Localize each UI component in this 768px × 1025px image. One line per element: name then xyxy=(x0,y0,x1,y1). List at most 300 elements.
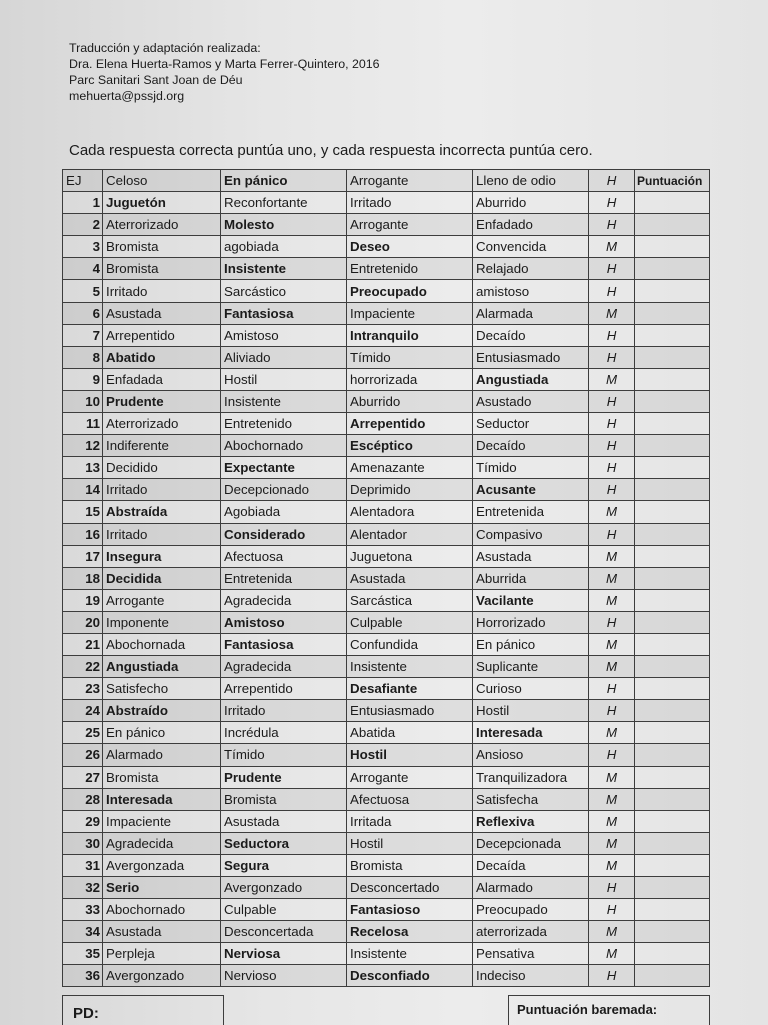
answer-option: Arrogante xyxy=(347,766,473,788)
item-number: 25 xyxy=(63,722,103,744)
sex-marker: H xyxy=(589,258,635,280)
answer-option: Avergonzado xyxy=(221,877,347,899)
score-cell[interactable] xyxy=(635,413,710,435)
sex-marker: M xyxy=(589,368,635,390)
table-header-row xyxy=(63,170,710,192)
table-row xyxy=(63,523,710,545)
answer-option: Afectuosa xyxy=(347,788,473,810)
answer-option: Tímido xyxy=(347,346,473,368)
answer-option: Asustada xyxy=(347,567,473,589)
table-row xyxy=(63,877,710,899)
score-cell[interactable] xyxy=(635,214,710,236)
pd-box[interactable] xyxy=(62,995,224,1025)
answer-option: Preocupado xyxy=(473,899,589,921)
answer-option: Molesto xyxy=(221,214,347,236)
sex-marker: M xyxy=(589,236,635,258)
score-cell[interactable] xyxy=(635,766,710,788)
item-number: 35 xyxy=(63,943,103,965)
answer-option: Indeciso xyxy=(473,965,589,987)
sex-marker: M xyxy=(589,722,635,744)
answer-option: Abatido xyxy=(103,346,221,368)
sex-marker: H xyxy=(589,479,635,501)
score-cell[interactable] xyxy=(635,943,710,965)
table-row xyxy=(63,722,710,744)
answer-option: Irritado xyxy=(103,523,221,545)
answer-option: Impaciente xyxy=(347,302,473,324)
answer-option: Culpable xyxy=(347,611,473,633)
table-row xyxy=(63,258,710,280)
answer-table-container xyxy=(62,169,710,987)
score-cell[interactable] xyxy=(635,589,710,611)
answer-option: Insegura xyxy=(103,545,221,567)
score-cell[interactable] xyxy=(635,346,710,368)
answer-option: Alentadora xyxy=(347,501,473,523)
answer-option: Aterrorizado xyxy=(103,413,221,435)
item-number: 6 xyxy=(63,302,103,324)
sex-marker: H xyxy=(589,413,635,435)
scoring-instruction: Cada respuesta correcta puntúa uno, y cada respuesta incorrecta puntúa cero. xyxy=(69,142,593,159)
item-number: 27 xyxy=(63,766,103,788)
sex-marker: M xyxy=(589,633,635,655)
item-number: 24 xyxy=(63,700,103,722)
answer-option: Seductor xyxy=(473,413,589,435)
answer-option: Pensativa xyxy=(473,943,589,965)
score-cell[interactable] xyxy=(635,810,710,832)
table-row xyxy=(63,832,710,854)
table-row xyxy=(63,766,710,788)
score-cell[interactable] xyxy=(635,258,710,280)
col-header-option-4: Lleno de odio xyxy=(473,170,589,192)
header-line-email: mehuerta@pssjd.org xyxy=(69,89,185,103)
item-number: 11 xyxy=(63,413,103,435)
answer-option: Sarcástica xyxy=(347,589,473,611)
answer-option: Abatida xyxy=(347,722,473,744)
answer-option: Considerado xyxy=(221,523,347,545)
header-credits xyxy=(69,40,380,104)
table-row xyxy=(63,788,710,810)
answer-option: Aburrida xyxy=(473,567,589,589)
answer-option: Interesada xyxy=(473,722,589,744)
answer-option: Decepcionada xyxy=(473,832,589,854)
item-number: 1 xyxy=(63,192,103,214)
answer-option: Impaciente xyxy=(103,810,221,832)
answer-option: Convencida xyxy=(473,236,589,258)
sex-marker: H xyxy=(589,877,635,899)
answer-option: Decepcionado xyxy=(221,479,347,501)
answer-option: Expectante xyxy=(221,457,347,479)
score-cell[interactable] xyxy=(635,479,710,501)
item-number: 5 xyxy=(63,280,103,302)
answer-option: Juguetona xyxy=(347,545,473,567)
answer-option: Agobiada xyxy=(221,501,347,523)
answer-option: Decaída xyxy=(473,854,589,876)
answer-option: Irritado xyxy=(103,479,221,501)
answer-option: Satisfecho xyxy=(103,678,221,700)
answer-option: Tímido xyxy=(473,457,589,479)
col-header-option-2: En pánico xyxy=(221,170,347,192)
item-number: 32 xyxy=(63,877,103,899)
col-header-option-1: Celoso xyxy=(103,170,221,192)
header-line-translation: Traducción y adaptación realizada: xyxy=(69,41,261,55)
answer-option: Vacilante xyxy=(473,589,589,611)
answer-option: Arrepentido xyxy=(347,413,473,435)
item-number: 4 xyxy=(63,258,103,280)
answer-option: Juguetón xyxy=(103,192,221,214)
sex-marker: H xyxy=(589,523,635,545)
answer-option: Amenazante xyxy=(347,457,473,479)
answer-option: Hostil xyxy=(347,832,473,854)
answer-option: Angustiada xyxy=(103,656,221,678)
score-cell[interactable] xyxy=(635,611,710,633)
score-cell[interactable] xyxy=(635,302,710,324)
table-row xyxy=(63,236,710,258)
answer-option: Arrepentido xyxy=(103,324,221,346)
answer-option: Abochornado xyxy=(103,899,221,921)
pd-label: PD: xyxy=(73,1005,99,1022)
answer-option: Agradecida xyxy=(221,589,347,611)
score-cell[interactable] xyxy=(635,722,710,744)
answer-option: Prudente xyxy=(221,766,347,788)
table-row xyxy=(63,611,710,633)
answer-option: Entretenido xyxy=(221,413,347,435)
score-cell[interactable] xyxy=(635,899,710,921)
answer-option: Entusiasmado xyxy=(347,700,473,722)
sex-marker: M xyxy=(589,921,635,943)
answer-option: En pánico xyxy=(473,633,589,655)
answer-option: Indiferente xyxy=(103,435,221,457)
score-cell[interactable] xyxy=(635,390,710,412)
table-row xyxy=(63,656,710,678)
answer-option: Acusante xyxy=(473,479,589,501)
answer-option: Recelosa xyxy=(347,921,473,943)
answer-option: Decidida xyxy=(103,567,221,589)
answer-option: Sarcástico xyxy=(221,280,347,302)
table-row xyxy=(63,854,710,876)
answer-option: Irritado xyxy=(103,280,221,302)
item-number: 9 xyxy=(63,368,103,390)
answer-option: Fantasiosa xyxy=(221,302,347,324)
answer-option: Arrogante xyxy=(347,214,473,236)
answer-option: Avergonzada xyxy=(103,854,221,876)
answer-option: Alentador xyxy=(347,523,473,545)
table-row xyxy=(63,633,710,655)
item-number: 15 xyxy=(63,501,103,523)
sex-marker: H xyxy=(589,899,635,921)
answer-option: Escéptico xyxy=(347,435,473,457)
sex-marker: M xyxy=(589,766,635,788)
answer-option: Entretenida xyxy=(473,501,589,523)
answer-option: Tranquilizadora xyxy=(473,766,589,788)
table-row xyxy=(63,413,710,435)
score-cell[interactable] xyxy=(635,457,710,479)
answer-option: Compasivo xyxy=(473,523,589,545)
score-cell[interactable] xyxy=(635,633,710,655)
item-number: 13 xyxy=(63,457,103,479)
answer-option: Serio xyxy=(103,877,221,899)
baremada-box[interactable] xyxy=(508,995,710,1025)
answer-option: Irritada xyxy=(347,810,473,832)
answer-option: Irritado xyxy=(221,700,347,722)
sex-marker: H xyxy=(589,280,635,302)
answer-option: Segura xyxy=(221,854,347,876)
answer-option: Desconcertado xyxy=(347,877,473,899)
sex-marker: M xyxy=(589,545,635,567)
sex-marker: M xyxy=(589,656,635,678)
answer-option: Asustado xyxy=(473,390,589,412)
answer-option: Decidido xyxy=(103,457,221,479)
sex-marker: H xyxy=(589,965,635,987)
answer-option: Deseo xyxy=(347,236,473,258)
answer-option: Insistente xyxy=(347,943,473,965)
answer-option: Insistente xyxy=(347,656,473,678)
item-number: 31 xyxy=(63,854,103,876)
table-row xyxy=(63,346,710,368)
answer-option: Insistente xyxy=(221,390,347,412)
answer-option: Ansioso xyxy=(473,744,589,766)
item-number: 23 xyxy=(63,678,103,700)
score-cell[interactable] xyxy=(635,545,710,567)
item-number: 14 xyxy=(63,479,103,501)
sex-marker: M xyxy=(589,832,635,854)
sex-marker: M xyxy=(589,854,635,876)
answer-option: Abochornado xyxy=(221,435,347,457)
item-number: 16 xyxy=(63,523,103,545)
answer-option: Avergonzado xyxy=(103,965,221,987)
answer-option: Agradecida xyxy=(221,656,347,678)
answer-option: Tímido xyxy=(221,744,347,766)
answer-option: Entusiasmado xyxy=(473,346,589,368)
table-row xyxy=(63,368,710,390)
answer-option: Agradecida xyxy=(103,832,221,854)
score-cell[interactable] xyxy=(635,236,710,258)
answer-option: Enfadado xyxy=(473,214,589,236)
answer-option: Curioso xyxy=(473,678,589,700)
score-cell[interactable] xyxy=(635,921,710,943)
sex-marker: H xyxy=(589,346,635,368)
item-number: 2 xyxy=(63,214,103,236)
item-number: 34 xyxy=(63,921,103,943)
answer-option: Alarmado xyxy=(103,744,221,766)
answer-option: Desconfiado xyxy=(347,965,473,987)
score-cell[interactable] xyxy=(635,501,710,523)
answer-option: Decaído xyxy=(473,324,589,346)
answer-option: Nerviosa xyxy=(221,943,347,965)
answer-option: Prudente xyxy=(103,390,221,412)
score-cell[interactable] xyxy=(635,567,710,589)
answer-option: Fantasioso xyxy=(347,899,473,921)
item-number: 12 xyxy=(63,435,103,457)
answer-option: Asustada xyxy=(221,810,347,832)
answer-option: Hostil xyxy=(473,700,589,722)
answer-option: Relajado xyxy=(473,258,589,280)
answer-option: Desafiante xyxy=(347,678,473,700)
answer-option: Bromista xyxy=(103,766,221,788)
answer-option: Amistoso xyxy=(221,611,347,633)
col-header-ej: EJ xyxy=(63,170,103,192)
answer-option: Intranquilo xyxy=(347,324,473,346)
answer-option: Entretenido xyxy=(347,258,473,280)
table-row xyxy=(63,302,710,324)
baremada-label: Puntuación baremada: xyxy=(517,1002,658,1017)
table-row xyxy=(63,501,710,523)
answer-option: Amistoso xyxy=(221,324,347,346)
answer-option: Hostil xyxy=(221,368,347,390)
item-number: 8 xyxy=(63,346,103,368)
score-cell[interactable] xyxy=(635,523,710,545)
answer-option: aterrorizada xyxy=(473,921,589,943)
item-number: 26 xyxy=(63,744,103,766)
answer-option: Seductora xyxy=(221,832,347,854)
answer-option: Decaído xyxy=(473,435,589,457)
footer xyxy=(62,995,709,1024)
answer-option: Deprimido xyxy=(347,479,473,501)
score-cell[interactable] xyxy=(635,435,710,457)
score-cell[interactable] xyxy=(635,788,710,810)
answer-option: Bromista xyxy=(221,788,347,810)
score-cell[interactable] xyxy=(635,832,710,854)
score-cell[interactable] xyxy=(635,656,710,678)
answer-option: Asustada xyxy=(473,545,589,567)
table-row xyxy=(63,965,710,987)
answer-option: Abstraído xyxy=(103,700,221,722)
answer-option: Aliviado xyxy=(221,346,347,368)
sex-marker: H xyxy=(589,457,635,479)
table-row xyxy=(63,390,710,412)
sex-marker: H xyxy=(589,744,635,766)
table-row xyxy=(63,214,710,236)
sex-marker: H xyxy=(589,678,635,700)
item-number: 29 xyxy=(63,810,103,832)
answer-option: Abstraída xyxy=(103,501,221,523)
score-cell[interactable] xyxy=(635,324,710,346)
sex-marker: M xyxy=(589,788,635,810)
item-number: 10 xyxy=(63,390,103,412)
table-row xyxy=(63,744,710,766)
item-number: 7 xyxy=(63,324,103,346)
answer-option: amistoso xyxy=(473,280,589,302)
item-number: 30 xyxy=(63,832,103,854)
answer-option: Nervioso xyxy=(221,965,347,987)
table-row xyxy=(63,479,710,501)
answer-option: Afectuosa xyxy=(221,545,347,567)
header-line-authors: Dra. Elena Huerta-Ramos y Marta Ferrer-Quintero, 2016 xyxy=(69,57,380,71)
answer-option: Imponente xyxy=(103,611,221,633)
score-cell[interactable] xyxy=(635,877,710,899)
score-cell[interactable] xyxy=(635,678,710,700)
answer-table-body xyxy=(63,192,710,987)
item-number: 17 xyxy=(63,545,103,567)
answer-option: Abochornada xyxy=(103,633,221,655)
table-row xyxy=(63,192,710,214)
sex-marker: H xyxy=(589,390,635,412)
item-number: 22 xyxy=(63,656,103,678)
col-header-score: Puntuación xyxy=(635,170,710,192)
answer-option: Angustiada xyxy=(473,368,589,390)
item-number: 3 xyxy=(63,236,103,258)
item-number: 19 xyxy=(63,589,103,611)
item-number: 33 xyxy=(63,899,103,921)
header-line-institution: Parc Sanitari Sant Joan de Déu xyxy=(69,73,243,87)
sex-marker: H xyxy=(589,611,635,633)
sex-marker: M xyxy=(589,501,635,523)
sex-marker: H xyxy=(589,435,635,457)
answer-option: Asustada xyxy=(103,921,221,943)
answer-option: Confundida xyxy=(347,633,473,655)
col-header-option-3: Arrogante xyxy=(347,170,473,192)
answer-option: Satisfecha xyxy=(473,788,589,810)
answer-option: Bromista xyxy=(103,236,221,258)
table-row xyxy=(63,435,710,457)
table-row xyxy=(63,921,710,943)
answer-option: Aburrido xyxy=(347,390,473,412)
sex-marker: H xyxy=(589,214,635,236)
answer-option: Preocupado xyxy=(347,280,473,302)
answer-option: Alarmada xyxy=(473,302,589,324)
table-row xyxy=(63,567,710,589)
sex-marker: H xyxy=(589,324,635,346)
sex-marker: M xyxy=(589,810,635,832)
item-number: 28 xyxy=(63,788,103,810)
answer-option: Aterrorizado xyxy=(103,214,221,236)
item-number: 20 xyxy=(63,611,103,633)
answer-option: Irritado xyxy=(347,192,473,214)
answer-option: En pánico xyxy=(103,722,221,744)
answer-option: Arrogante xyxy=(103,589,221,611)
item-number: 18 xyxy=(63,567,103,589)
sex-marker: H xyxy=(589,700,635,722)
answer-option: Incrédula xyxy=(221,722,347,744)
answer-table xyxy=(62,169,710,987)
answer-option: Desconcertada xyxy=(221,921,347,943)
table-row xyxy=(63,589,710,611)
answer-option: Hostil xyxy=(347,744,473,766)
table-row xyxy=(63,943,710,965)
answer-option: Entretenida xyxy=(221,567,347,589)
table-row xyxy=(63,899,710,921)
answer-option: Suplicante xyxy=(473,656,589,678)
answer-option: Perpleja xyxy=(103,943,221,965)
sex-marker: M xyxy=(589,567,635,589)
score-cell[interactable] xyxy=(635,744,710,766)
table-row xyxy=(63,700,710,722)
score-cell[interactable] xyxy=(635,965,710,987)
answer-option: Bromista xyxy=(103,258,221,280)
score-cell[interactable] xyxy=(635,368,710,390)
col-header-sex: H xyxy=(589,170,635,192)
table-row xyxy=(63,457,710,479)
sex-marker: M xyxy=(589,943,635,965)
answer-option: Arrepentido xyxy=(221,678,347,700)
answer-option: Alarmado xyxy=(473,877,589,899)
answer-option: Fantasiosa xyxy=(221,633,347,655)
score-cell[interactable] xyxy=(635,280,710,302)
answer-option: Culpable xyxy=(221,899,347,921)
score-cell[interactable] xyxy=(635,854,710,876)
answer-option: horrorizada xyxy=(347,368,473,390)
answer-option: Interesada xyxy=(103,788,221,810)
sex-marker: H xyxy=(589,192,635,214)
sex-marker: M xyxy=(589,589,635,611)
table-row xyxy=(63,324,710,346)
answer-option: Asustada xyxy=(103,302,221,324)
answer-option: agobiada xyxy=(221,236,347,258)
table-row xyxy=(63,545,710,567)
score-cell[interactable] xyxy=(635,700,710,722)
answer-option: Reconfortante xyxy=(221,192,347,214)
answer-option: Insistente xyxy=(221,258,347,280)
answer-option: Aburrido xyxy=(473,192,589,214)
score-cell[interactable] xyxy=(635,192,710,214)
